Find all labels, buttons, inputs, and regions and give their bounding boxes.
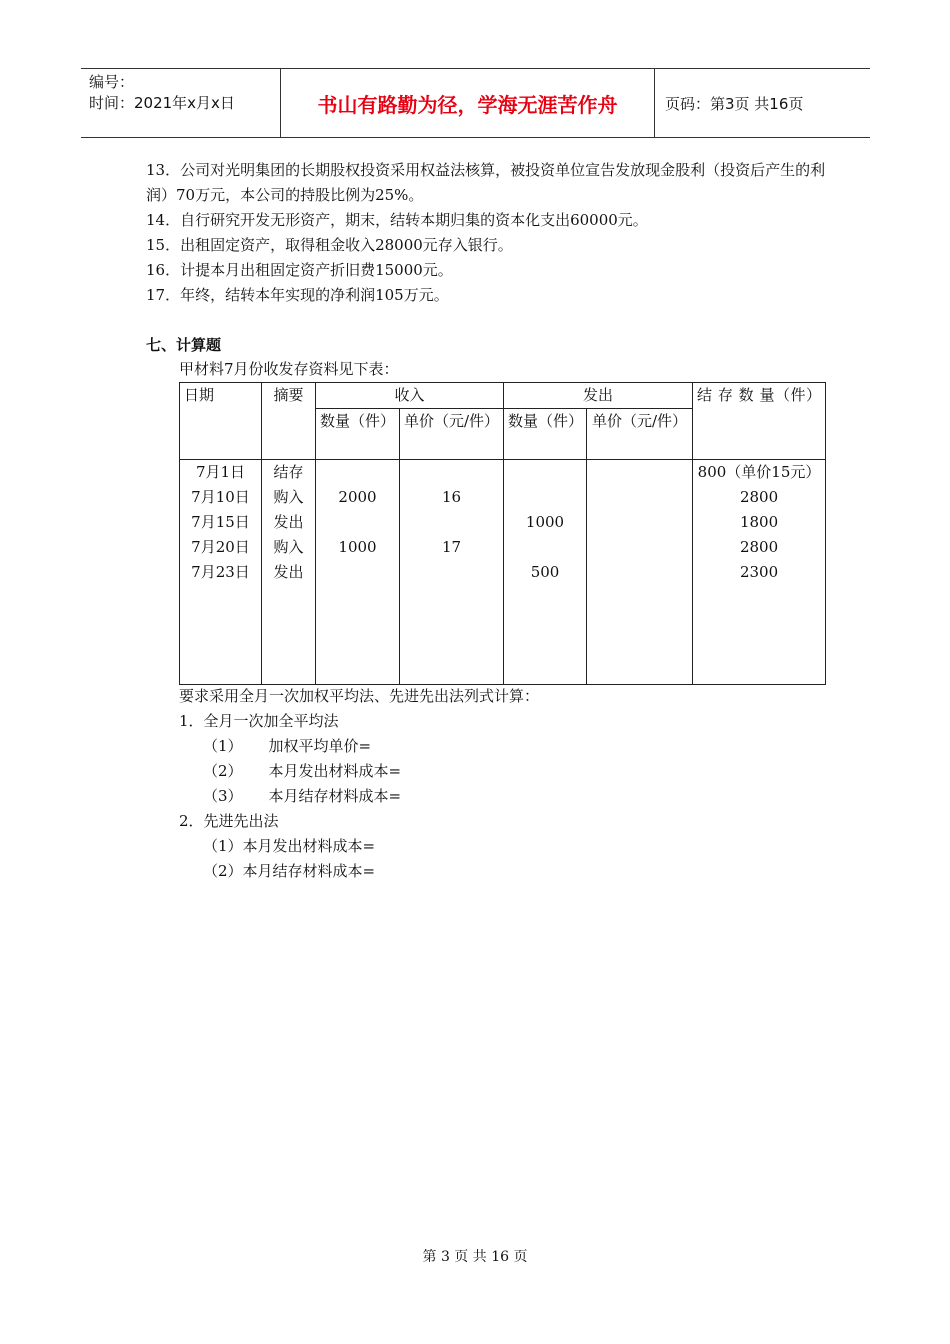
header-balance: 结 存 数 量（件）	[693, 383, 826, 460]
header-motto: 书山有路勤为径，学海无涯苦作舟	[281, 69, 655, 137]
in-qty-value	[320, 510, 395, 535]
material-table	[179, 382, 826, 685]
summary-value: 发出	[273, 563, 304, 581]
date-value: 7月20日	[191, 538, 250, 556]
method2-title: 2．先进先出法	[179, 812, 279, 830]
question-item: 17．年终，结转本年实现的净利润105万元。	[146, 286, 449, 304]
method1-title: 1．全月一次加全平均法	[179, 712, 339, 730]
header-summary: 摘要	[262, 383, 316, 460]
in-qty-value: 1000	[338, 538, 377, 556]
page-footer: 第 3 页 共 16 页	[422, 1249, 528, 1265]
requirements	[179, 684, 539, 884]
in-price-cell	[400, 460, 504, 685]
item-number: （1）	[203, 737, 243, 755]
requirements-lead: 要求采用全月一次加权平均法、先进先出法列式计算：	[179, 687, 540, 705]
header-out-price: 单价（元/件）	[587, 409, 693, 460]
question-list	[146, 158, 826, 308]
time-label: 时间：2021年x月x日	[89, 94, 235, 112]
item-text: 本月结存材料成本=	[268, 787, 402, 805]
item-number: （2）	[203, 762, 243, 780]
date-value: 7月15日	[191, 513, 250, 531]
out-qty-value: 500	[530, 563, 560, 581]
method1-item	[179, 784, 539, 809]
in-price-value: 16	[441, 488, 462, 506]
balance-value: 2800	[739, 488, 779, 506]
question-item: 16．计提本月出租固定资产折旧费15000元。	[146, 261, 453, 279]
method2-item: （2）本月结存材料成本=	[203, 862, 376, 880]
balance-value: 2800	[739, 538, 779, 556]
balance-cell	[693, 460, 826, 685]
method1-item	[179, 759, 539, 784]
header-date: 日期	[180, 383, 262, 460]
balance-value: 800（单价15元）	[697, 463, 821, 481]
balance-value: 2300	[739, 563, 779, 581]
question-item: 15．出租固定资产，取得租金收入28000元存入银行。	[146, 236, 513, 254]
in-qty-cell	[316, 460, 400, 685]
table-intro: 甲材料7月份收发存资料见下表：	[179, 360, 399, 378]
serial-label: 编号：	[89, 73, 135, 91]
out-qty-value: 1000	[525, 513, 565, 531]
date-value: 7月10日	[191, 488, 250, 506]
question-item: 14．自行研究开发无形资产，期末，结转本期归集的资本化支出60000元。	[146, 211, 648, 229]
out-qty-value	[508, 485, 582, 510]
out-qty-value	[508, 535, 582, 560]
in-price-value	[404, 560, 499, 585]
summary-cell	[262, 460, 316, 685]
section-title: 七、计算题	[146, 336, 222, 354]
page-header	[81, 68, 870, 138]
balance-value: 1800	[739, 513, 779, 531]
summary-value: 结存	[273, 463, 304, 481]
header-info	[81, 69, 281, 137]
in-price-value	[404, 510, 499, 535]
item-number: （3）	[203, 787, 243, 805]
in-price-value: 17	[441, 538, 462, 556]
header-in: 收入	[316, 383, 504, 409]
header-in-qty: 数量（件）	[316, 409, 400, 460]
header-out-qty: 数量（件）	[504, 409, 587, 460]
in-qty-value: 2000	[338, 488, 377, 506]
summary-value: 购入	[273, 488, 304, 506]
header-in-price: 单价（元/件）	[400, 409, 504, 460]
item-text: 本月发出材料成本=	[268, 762, 402, 780]
item-text: 加权平均单价=	[268, 737, 372, 755]
header-out: 发出	[504, 383, 693, 409]
date-cell	[180, 460, 262, 685]
in-price-value	[404, 460, 499, 485]
date-value: 7月1日	[195, 463, 246, 481]
out-qty-value	[508, 460, 582, 485]
header-page-label: 页码：第3页 共16页	[665, 94, 804, 113]
method1-item	[179, 734, 539, 759]
in-qty-value	[320, 460, 395, 485]
question-item: 13．公司对光明集团的长期股权投资采用权益法核算，被投资单位宣告发放现金股利（投资后产生的利润）70万元，本公司的持股比例为25%。	[146, 161, 826, 204]
method2-item: （1）本月发出材料成本=	[203, 837, 376, 855]
summary-value: 发出	[273, 513, 304, 531]
summary-value: 购入	[273, 538, 304, 556]
out-qty-cell	[504, 460, 587, 685]
date-value: 7月23日	[191, 563, 250, 581]
in-qty-value	[320, 560, 395, 585]
out-price-cell	[587, 460, 693, 685]
